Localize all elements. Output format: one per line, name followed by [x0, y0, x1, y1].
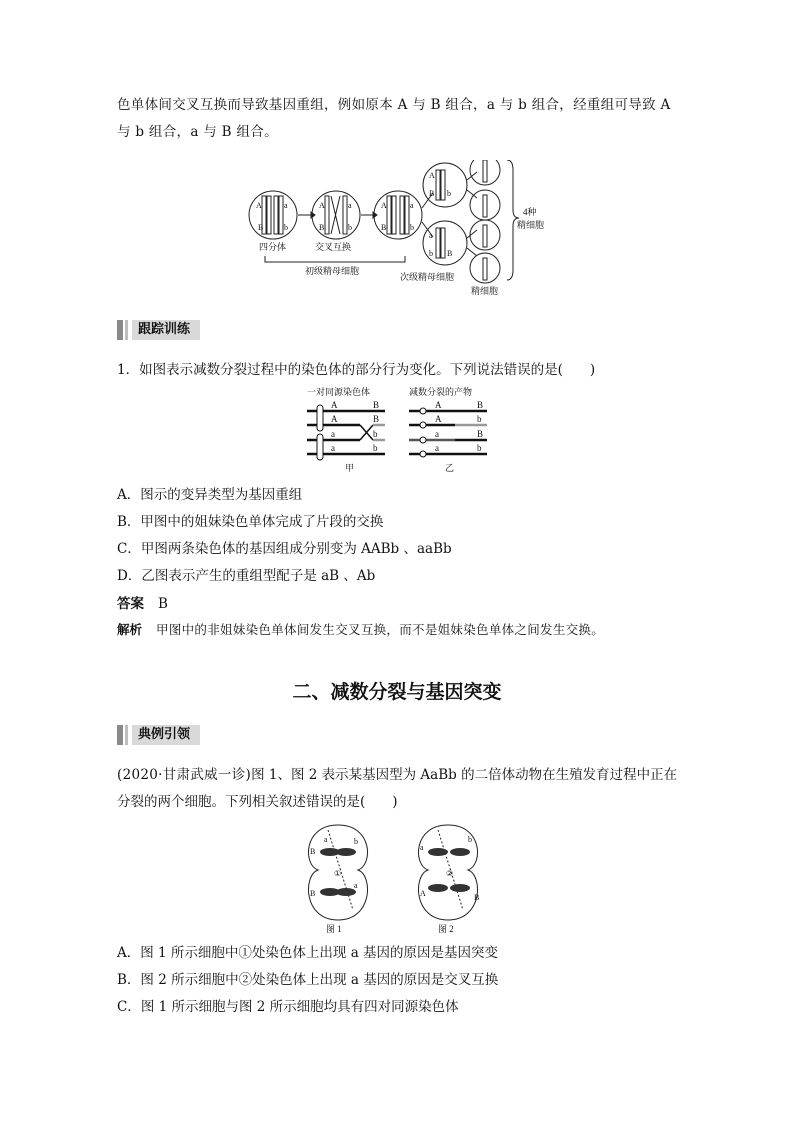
svg-text:B: B	[319, 223, 325, 232]
svg-text:①: ①	[334, 869, 342, 878]
svg-text:b: b	[373, 429, 378, 439]
svg-text:a: a	[420, 843, 424, 852]
fig2-caption: 图 2	[438, 924, 454, 934]
svg-text:B: B	[429, 189, 435, 198]
svg-text:A: A	[435, 414, 442, 424]
svg-text:b: b	[477, 414, 482, 424]
svg-text:B: B	[477, 429, 484, 439]
example-source: (2020·甘肃武威一诊)	[117, 767, 252, 783]
svg-text:a: a	[331, 429, 335, 439]
intro-line-1: 色单体间交叉互换而导致基因重组，例如原本 A 与 B 组合，a 与 b 组合，经重组可导致 A	[117, 97, 671, 113]
dividing-cells-figure	[298, 820, 503, 935]
svg-text:B: B	[310, 889, 316, 898]
svg-text:B: B	[373, 414, 380, 424]
svg-text:a: a	[429, 231, 433, 240]
svg-text:b: b	[429, 249, 433, 258]
option-1c: C．甲图两条染色体的基因组成分别变为 AABb 、aaBb	[117, 541, 452, 557]
svg-text:A: A	[256, 201, 262, 210]
svg-text:a: a	[410, 201, 414, 210]
svg-text:a: a	[284, 201, 288, 210]
svg-text:B: B	[477, 400, 484, 410]
meiosis-crossover-figure	[245, 160, 565, 300]
fig-left-title: 一对同源染色体	[307, 387, 371, 397]
svg-text:A: A	[420, 889, 426, 898]
label-primary-spermatocyte: 初级精母细胞	[305, 266, 360, 276]
svg-text:b: b	[348, 223, 352, 232]
option-2a: A．图 1 所示细胞中①处染色体上出现 a 基因的原因是基因突变	[117, 945, 499, 961]
svg-text:A: A	[331, 414, 338, 424]
svg-text:B: B	[474, 893, 480, 902]
label-crossover: 交叉互换	[315, 242, 352, 252]
label-four-kinds: 4种	[523, 207, 537, 217]
svg-text:A: A	[429, 171, 435, 180]
svg-text:B: B	[258, 223, 264, 232]
svg-text:B: B	[310, 847, 316, 856]
analysis-label: 解析	[117, 622, 143, 637]
svg-text:a: a	[324, 835, 328, 844]
svg-text:b: b	[477, 443, 482, 453]
analysis-text: 甲图中的非姐妹染色单体间发生交叉互换，而不是姐妹染色单体之间发生交换。	[156, 622, 605, 637]
svg-text:b: b	[468, 835, 472, 844]
label-sperm: 精细胞	[471, 286, 499, 296]
intro-line-2: 与 b 组合，a 与 B 组合。	[117, 124, 278, 140]
example-question-line-2: 分裂的两个细胞。下列相关叙述错误的是( )	[117, 794, 398, 810]
option-2b: B．图 2 所示细胞中②处染色体上出现 a 基因的原因是交叉互换	[117, 972, 499, 988]
svg-text:a: a	[435, 443, 439, 453]
svg-text:b: b	[373, 443, 378, 453]
fig-right-caption: 乙	[445, 463, 455, 473]
analysis-line	[117, 620, 604, 640]
question-1: 1．如图表示减数分裂过程中的染色体的部分行为变化。下列说法错误的是( )	[117, 362, 596, 378]
label-tetrad: 四分体	[259, 242, 287, 252]
svg-text:B: B	[373, 400, 380, 410]
answer-label: 答案	[117, 596, 144, 612]
section-tag-practice: 跟踪训练	[117, 320, 200, 340]
svg-text:a: a	[354, 881, 358, 890]
fig1-caption: 图 1	[326, 924, 342, 934]
option-1a: A．图示的变异类型为基因重组	[117, 487, 303, 503]
option-1d: D．乙图表示产生的重组型配子是 aB 、Ab	[117, 568, 376, 584]
option-2c: C．图 1 所示细胞与图 2 所示细胞均具有四对同源染色体	[117, 999, 459, 1015]
svg-text:a: a	[435, 429, 439, 439]
fig-right-title: 减数分裂的产物	[409, 387, 473, 397]
label-four-kinds-sperm: 精细胞	[517, 220, 545, 230]
answer-line	[117, 594, 168, 614]
section-tag-example: 典例引领	[117, 725, 200, 745]
svg-text:A: A	[319, 201, 325, 210]
homologous-chromosome-figure	[305, 385, 495, 475]
svg-text:A: A	[331, 400, 338, 410]
svg-text:B: B	[381, 223, 387, 232]
svg-text:a: a	[348, 201, 352, 210]
svg-text:②: ②	[446, 869, 454, 878]
svg-text:b: b	[447, 189, 451, 198]
section-title-2: 二、减数分裂与基因突变	[292, 681, 502, 703]
answer-value: B	[158, 596, 168, 612]
svg-text:b: b	[284, 223, 288, 232]
svg-text:A: A	[381, 201, 387, 210]
example-question-line-1: (2020·甘肃武威一诊)图 1、图 2 表示某基因型为 AaBb 的二倍体动物在生殖发育过程中正在	[117, 767, 678, 783]
svg-text:B: B	[447, 249, 453, 258]
label-secondary-spermatocyte: 次级精母细胞	[400, 272, 455, 282]
option-1b: B．甲图中的姐妹染色单体完成了片段的交换	[117, 514, 384, 530]
svg-text:b: b	[354, 837, 358, 846]
svg-text:A: A	[435, 400, 442, 410]
svg-text:a: a	[331, 443, 335, 453]
fig-left-caption: 甲	[345, 463, 355, 473]
svg-text:b: b	[410, 223, 414, 232]
